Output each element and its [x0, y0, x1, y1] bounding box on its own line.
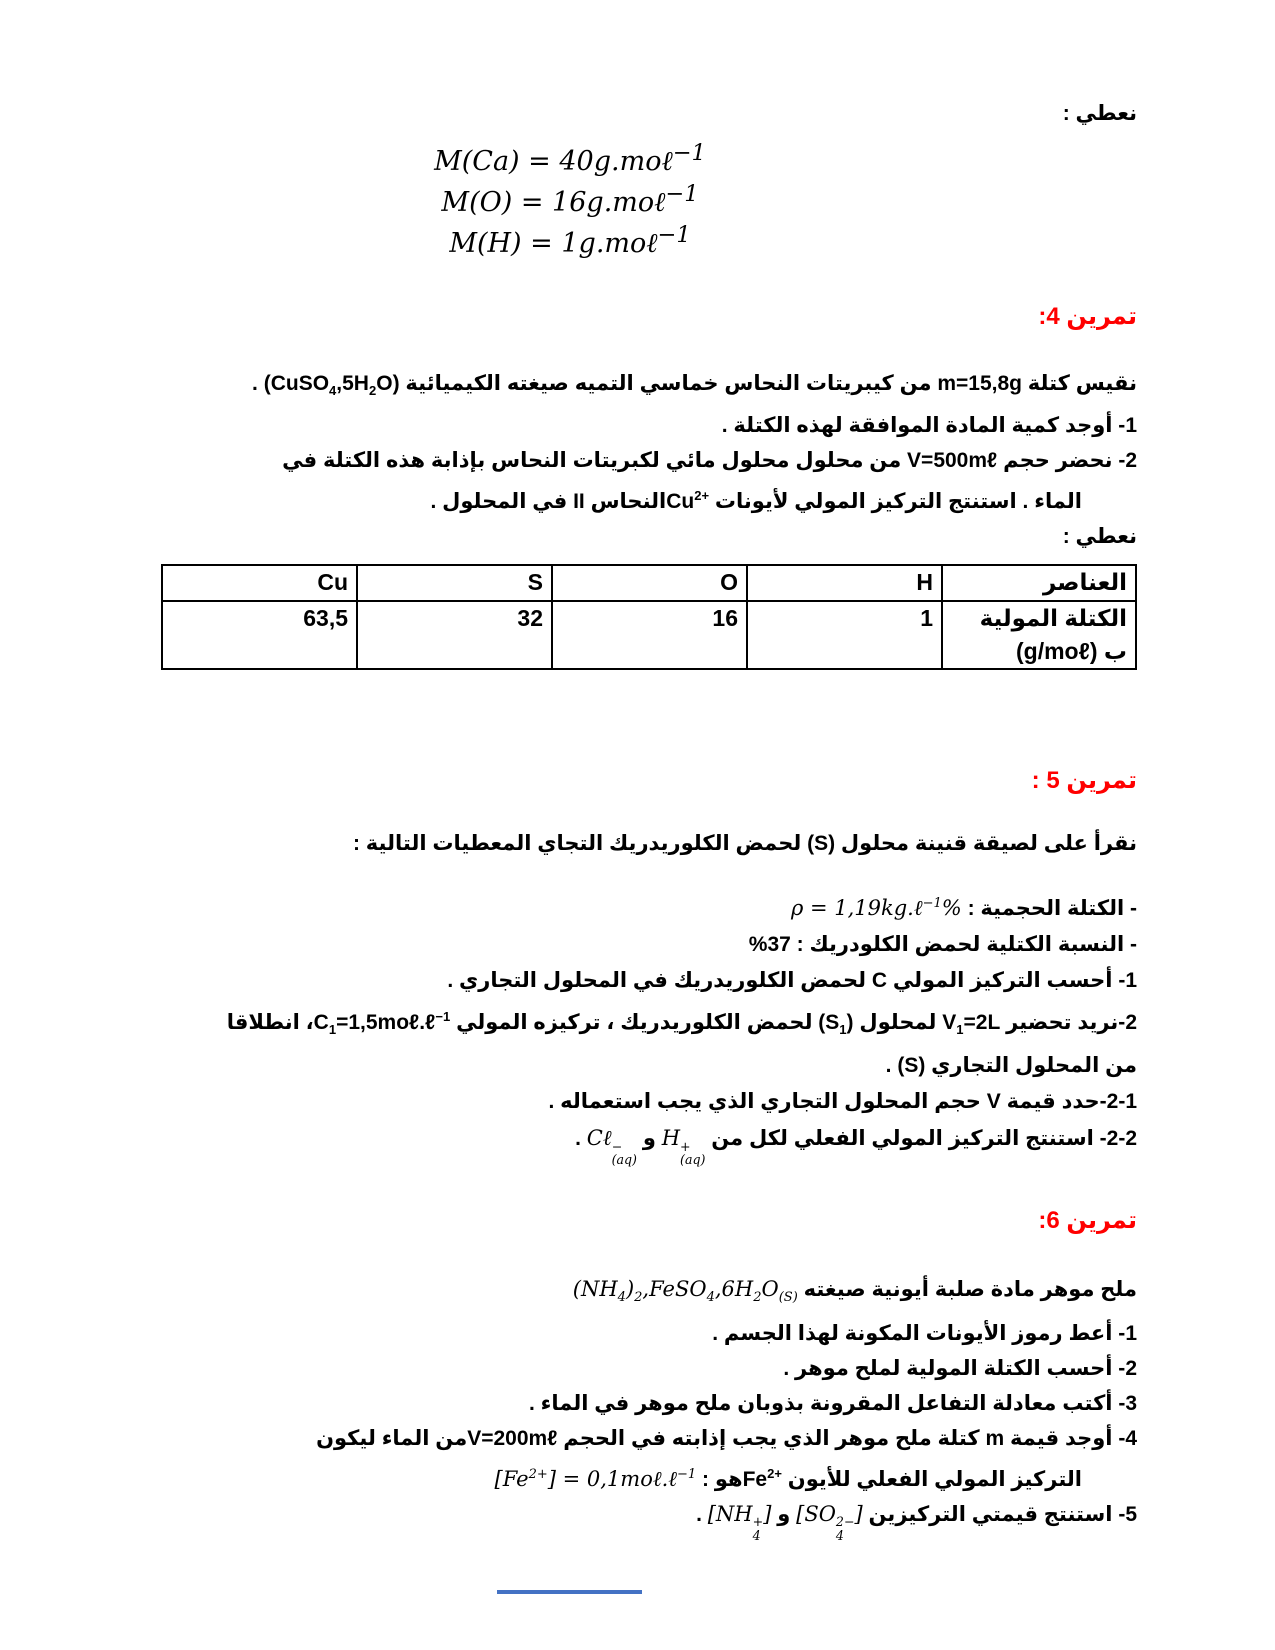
header-cell-o: O	[552, 565, 747, 601]
ex6-question-2: 2- أحسب الكتلة المولية لملح موهر .	[783, 1356, 1137, 1380]
givens-label-top: نعطي :	[1062, 102, 1137, 125]
exercise6-title: تمرين 6:	[1038, 1207, 1137, 1235]
givens-label-table: نعطي :	[1062, 525, 1137, 549]
header-cell-cu: Cu	[162, 565, 357, 601]
formula-m-ca: M(Ca) = 40g.moℓ$^{-1}$	[434, 140, 706, 177]
row-label-line2: ب (g/moℓ)	[1015, 638, 1127, 665]
ex5-mass-percent: - النسبة الكتلية لحمض الكلودريك : 37%	[748, 933, 1137, 957]
ex4-question-1: 1- أوجد كمية المادة الموافقة لهذه الكتلة .	[721, 414, 1137, 438]
value-cell-s: 32	[357, 601, 552, 669]
ex5-question-2: 2-نريد تحضير $V_1=2L$ لمحلول $(S_1)$ لحمض الكلوريدريك ، تركيزه المولي $C_1=1,5mo\ell.\ell^{-1}،$ انطلاقا	[226, 1009, 1137, 1038]
ex6-question-1: 1- أعط رموز الأيونات المكونة لهذا الجسم .	[712, 1321, 1137, 1345]
ex5-intro: نقرأ على لصيقة قنينة محلول (S) لحمض الكلوريدريك التجاي المعطيات التالية :	[352, 832, 1137, 856]
table-header-row	[162, 565, 1136, 601]
ex4-line-mass: نقيس كتلة m=15,8g من كيبريتات النحاس خماسي التميه صيغته الكيميائية $(CuSO_4,5H_2O)$ .	[252, 372, 1137, 399]
row-label-line1: الكتلة المولية	[979, 605, 1127, 632]
exercise6-text	[75, 1272, 1137, 1541]
exercise4-text	[75, 366, 1137, 554]
ex5-density: - الكتلة الحجمية : ρ = 1,19kg.ℓ$^{-1}$%	[790, 896, 1137, 921]
ex6-mohr-formula: ملح موهر مادة صلبة أيونية صيغته $(NH_4)_2,FeSO_4,6H_2O_{(S)}$	[572, 1277, 1137, 1306]
ex6-question-5: 5- استنتج قيمتي التركيزين [SO 2− 4 ] و [NH + 4 ] .	[696, 1501, 1137, 1543]
ex6-question-4: 4- أوجد قيمة m كتلة ملح موهر الذي يجب إذابته في الحجم V=200mℓمن الماء ليكون	[316, 1426, 1137, 1450]
footer-line	[497, 1590, 642, 1594]
molar-mass-formulas	[75, 137, 1137, 260]
value-cell-h: 1	[747, 601, 942, 669]
table-value-row	[162, 601, 1136, 669]
header-cell-s: S	[357, 565, 552, 601]
value-cell-cu: 63,5	[162, 601, 357, 669]
formula-m-o: M(O) = 16g.moℓ$^{-1}$	[441, 181, 699, 218]
formula-m-h: M(H) = 1g.moℓ$^{-1}$	[449, 222, 691, 259]
exercise5-title: تمرين 5 :	[1031, 767, 1137, 795]
molar-mass-table	[161, 564, 1137, 670]
exercise5-text	[75, 886, 1137, 1166]
exercise4-title: تمرين 4:	[1038, 303, 1137, 330]
ex4-question-2: 2- نحضر حجم V=500mℓ من محلول محلول مائي لكبريتات النحاس بإذابة هذه الكتلة في	[282, 449, 1137, 473]
row-label-cell	[942, 601, 1136, 669]
ex4-question-2-cont: الماء . استنتج التركيز المولي لأيونات $Cu^{2+}النحاس$ II في المحلول .	[430, 488, 1082, 514]
ex6-question-4-cont: التركيز المولي الفعلي للأيون $Fe^{2+}هو$ : $[Fe^{2+}]$ = 0,1moℓ.ℓ$^{-1}$	[494, 1465, 1082, 1491]
ex5-question-2-cont: من المحلول التجاري (S) .	[885, 1054, 1137, 1078]
ex6-question-3: 3- أكتب معادلة التفاعل المقرونة بذوبان ملح موهر في الماء .	[528, 1391, 1137, 1415]
header-cell-h: H	[747, 565, 942, 601]
header-cell-elements: العناصر	[942, 565, 1136, 601]
ex5-question-2-2: 2-2- استنتج التركيز المولي الفعلي لكل من H + (aq) و Cℓ − (aq) .	[575, 1126, 1137, 1168]
value-cell-o: 16	[552, 601, 747, 669]
ex5-question-2-1: 2-1-حدد قيمة V حجم المحلول التجاري الذي يجب استعماله .	[548, 1090, 1137, 1114]
ex5-question-1: 1- أحسب التركيز المولي C لحمض الكلوريدريك في المحلول التجاري .	[447, 969, 1137, 993]
